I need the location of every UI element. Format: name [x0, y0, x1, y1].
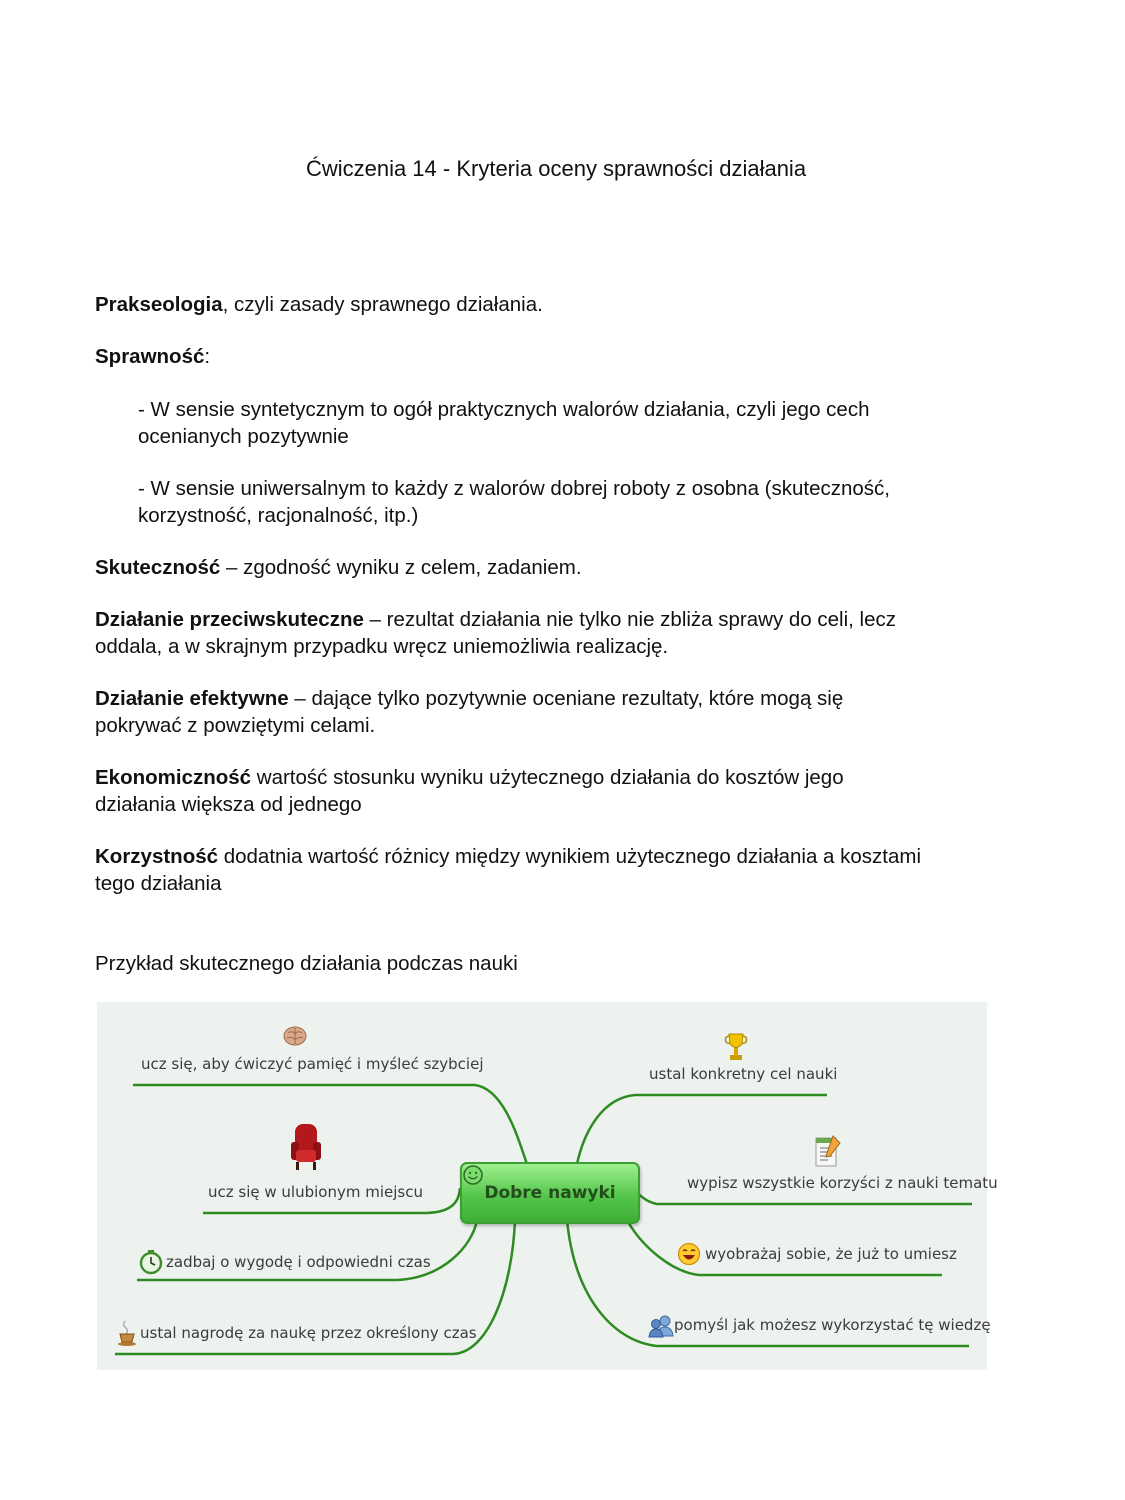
- term: Sprawność: [95, 345, 205, 368]
- center-node: [460, 1162, 640, 1224]
- term: Działanie przeciwskuteczne: [95, 608, 364, 631]
- branch-label-right-4: pomyśl jak możesz wykorzystać tę wiedzę: [674, 1316, 991, 1334]
- branch-right-1: [577, 1095, 827, 1164]
- term: Prakseologia: [95, 293, 223, 316]
- definition-efektywne: [95, 685, 1030, 739]
- branch-label-right-1: ustal konkretny cel nauki: [649, 1065, 838, 1083]
- branch-label-left-3: zadbaj o wygodę i odpowiedni czas: [166, 1253, 431, 1271]
- definition-skutecznosc: [95, 554, 1030, 581]
- branch-label-right-3: wyobrażaj sobie, że już to umiesz: [705, 1245, 957, 1263]
- branch-label-right-2: wypisz wszystkie korzyści z nauki tematu: [687, 1174, 998, 1192]
- trophy-icon: [723, 1031, 749, 1063]
- definition-text: – zgodność wyniku z celem, zadaniem.: [220, 556, 582, 579]
- term: Działanie efektywne: [95, 687, 289, 710]
- term: Skuteczność: [95, 556, 221, 579]
- definition-text: dodatnia wartość różnicy między wynikiem użytecznego działania a kosztami: [218, 845, 922, 868]
- laughing-face-icon: [677, 1242, 701, 1266]
- mind-map: [97, 1002, 998, 1370]
- definition-prakseologia: [95, 291, 1030, 318]
- line: ocenianych pozytywnie: [138, 425, 349, 448]
- term: Korzystność: [95, 845, 219, 868]
- definition-przeciwskuteczne: [95, 606, 1030, 660]
- page-title: Ćwiczenia 14 - Kryteria oceny sprawności działania: [305, 156, 807, 181]
- definition-text: :: [204, 345, 211, 368]
- line: oddala, a w skrajnym przypadku wręcz uniemożliwia realizację.: [95, 635, 669, 658]
- brain-icon: [282, 1025, 308, 1047]
- example-heading: Przykład skutecznego działania podczas nauki: [95, 952, 518, 975]
- line: działania większa od jednego: [95, 793, 362, 816]
- line: - W sensie uniwersalnym to każdy z walorów dobrej roboty z osobna (skuteczność,: [138, 477, 890, 500]
- sprawnosc-item-uniwersalny: [138, 475, 1028, 529]
- line: korzystność, racjonalność, itp.): [138, 504, 419, 527]
- definition-text: – dające tylko pozytywnie oceniane rezultaty, które mogą się: [288, 687, 844, 710]
- line: pokrywać z powziętymi celami.: [95, 714, 376, 737]
- branch-left-3: [137, 1220, 477, 1280]
- line: - W sensie syntetycznym to ogół praktycznych walorów działania, czyli jego cech: [138, 398, 870, 421]
- term: Ekonomiczność: [95, 766, 252, 789]
- definition-text: wartość stosunku wyniku użytecznego działania do kosztów jego: [251, 766, 844, 789]
- definition-text: , czyli zasady sprawnego działania.: [222, 293, 543, 316]
- branch-label-left-1: ucz się, aby ćwiczyć pamięć i myśleć szybciej: [141, 1055, 484, 1073]
- coffee-icon: [117, 1319, 139, 1347]
- branch-left-1: [133, 1085, 527, 1164]
- definition-sprawnosc: [95, 343, 1030, 370]
- definition-text: – rezultat działania nie tylko nie zbliża sprawy do celi, lecz: [363, 608, 897, 631]
- users-icon: [648, 1314, 674, 1338]
- definition-korzystnosc: [95, 843, 1030, 897]
- definition-ekonomicznosc: [95, 764, 1030, 818]
- clock-icon: [139, 1249, 163, 1275]
- branch-right-2: [636, 1192, 972, 1204]
- center-node-label: Dobre nawyki: [484, 1183, 616, 1203]
- armchair-icon: [289, 1122, 323, 1172]
- branch-label-left-2: ucz się w ulubionym miejscu: [208, 1183, 423, 1201]
- smiley-icon: [462, 1164, 484, 1186]
- document-icon: [813, 1132, 843, 1170]
- sprawnosc-item-syntetyczny: [138, 396, 1028, 450]
- branch-label-left-4: ustal nagrodę za naukę przez określony czas: [140, 1324, 477, 1342]
- line: tego działania: [95, 872, 222, 895]
